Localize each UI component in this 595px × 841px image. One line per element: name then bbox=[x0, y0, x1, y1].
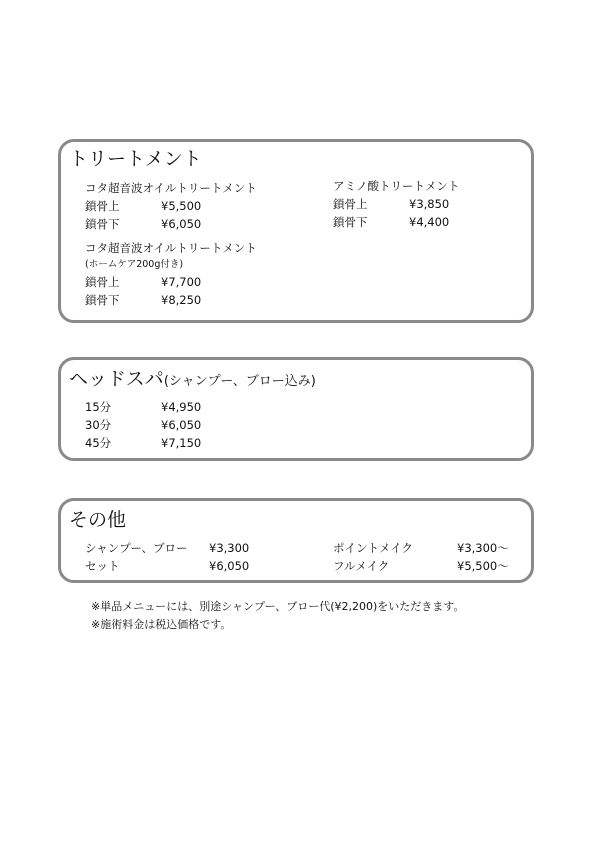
row-label: ポイントメイク bbox=[333, 541, 413, 555]
row-label: セット bbox=[85, 559, 120, 573]
treatment-section bbox=[58, 139, 534, 323]
row-price: ¥6,050 bbox=[161, 418, 202, 432]
other-right-list bbox=[333, 539, 509, 575]
row-price: ¥4,950 bbox=[161, 400, 202, 414]
row-label: 鎖骨上 bbox=[85, 275, 120, 289]
row-label: シャンプー、ブロー bbox=[85, 541, 188, 555]
menu-note: (ホームケア200g付き) bbox=[85, 259, 184, 270]
footnote: ※施術料金は税込価格です。 bbox=[91, 618, 232, 631]
row-label: 鎖骨下 bbox=[85, 217, 120, 231]
cota-oil-treatment-group bbox=[85, 179, 257, 233]
row-price: ¥3,300〜 bbox=[457, 541, 509, 555]
row-label: 鎖骨上 bbox=[85, 199, 120, 213]
footnote: ※単品メニューには、別途シャンプー、ブロー代(¥2,200)をいただきます。 bbox=[91, 600, 465, 613]
row-price: ¥3,300 bbox=[209, 541, 250, 555]
row-label: 鎖骨下 bbox=[333, 215, 368, 229]
row-price: ¥5,500 bbox=[161, 199, 202, 213]
headspa-title-main: ヘッドスパ bbox=[69, 368, 164, 390]
row-label: 鎖骨下 bbox=[85, 293, 120, 307]
price-row bbox=[85, 273, 257, 291]
headspa-section bbox=[58, 357, 534, 461]
row-label: 鎖骨上 bbox=[333, 197, 368, 211]
headspa-title bbox=[69, 368, 316, 393]
menu-heading: アミノ酸トリートメント bbox=[333, 179, 460, 193]
price-row bbox=[85, 539, 249, 557]
row-price: ¥7,700 bbox=[161, 275, 202, 289]
price-row bbox=[85, 215, 257, 233]
row-price: ¥5,500〜 bbox=[457, 559, 509, 573]
price-row bbox=[85, 291, 257, 309]
other-section bbox=[58, 498, 534, 583]
cota-oil-treatment-homecare-group bbox=[85, 239, 257, 309]
menu-heading: コタ超音波オイルトリートメント bbox=[85, 181, 257, 195]
price-row bbox=[85, 557, 249, 575]
menu-heading: コタ超音波オイルトリートメント bbox=[85, 241, 257, 255]
row-price: ¥8,250 bbox=[161, 293, 202, 307]
treatment-title: トリートメント bbox=[69, 148, 202, 170]
row-price: ¥6,050 bbox=[161, 217, 202, 231]
price-row bbox=[333, 557, 509, 575]
price-row bbox=[85, 197, 257, 215]
price-row bbox=[85, 434, 201, 452]
price-row bbox=[333, 195, 459, 213]
row-price: ¥3,850 bbox=[409, 197, 450, 211]
row-label: 45分 bbox=[85, 436, 112, 450]
row-label: フルメイク bbox=[333, 559, 390, 573]
headspa-title-sub: (シャンプー、ブロー込み) bbox=[163, 374, 316, 389]
row-price: ¥7,150 bbox=[161, 436, 202, 450]
row-price: ¥4,400 bbox=[409, 215, 450, 229]
row-price: ¥6,050 bbox=[209, 559, 250, 573]
price-row bbox=[333, 539, 509, 557]
other-left-list bbox=[85, 539, 249, 575]
row-label: 15分 bbox=[85, 400, 112, 414]
amino-acid-treatment-group bbox=[333, 177, 459, 231]
row-label: 30分 bbox=[85, 418, 112, 432]
price-row bbox=[333, 213, 459, 231]
price-row bbox=[85, 416, 201, 434]
headspa-price-list bbox=[85, 398, 201, 452]
price-row bbox=[85, 398, 201, 416]
other-title: その他 bbox=[69, 509, 127, 531]
footnotes bbox=[91, 598, 464, 634]
